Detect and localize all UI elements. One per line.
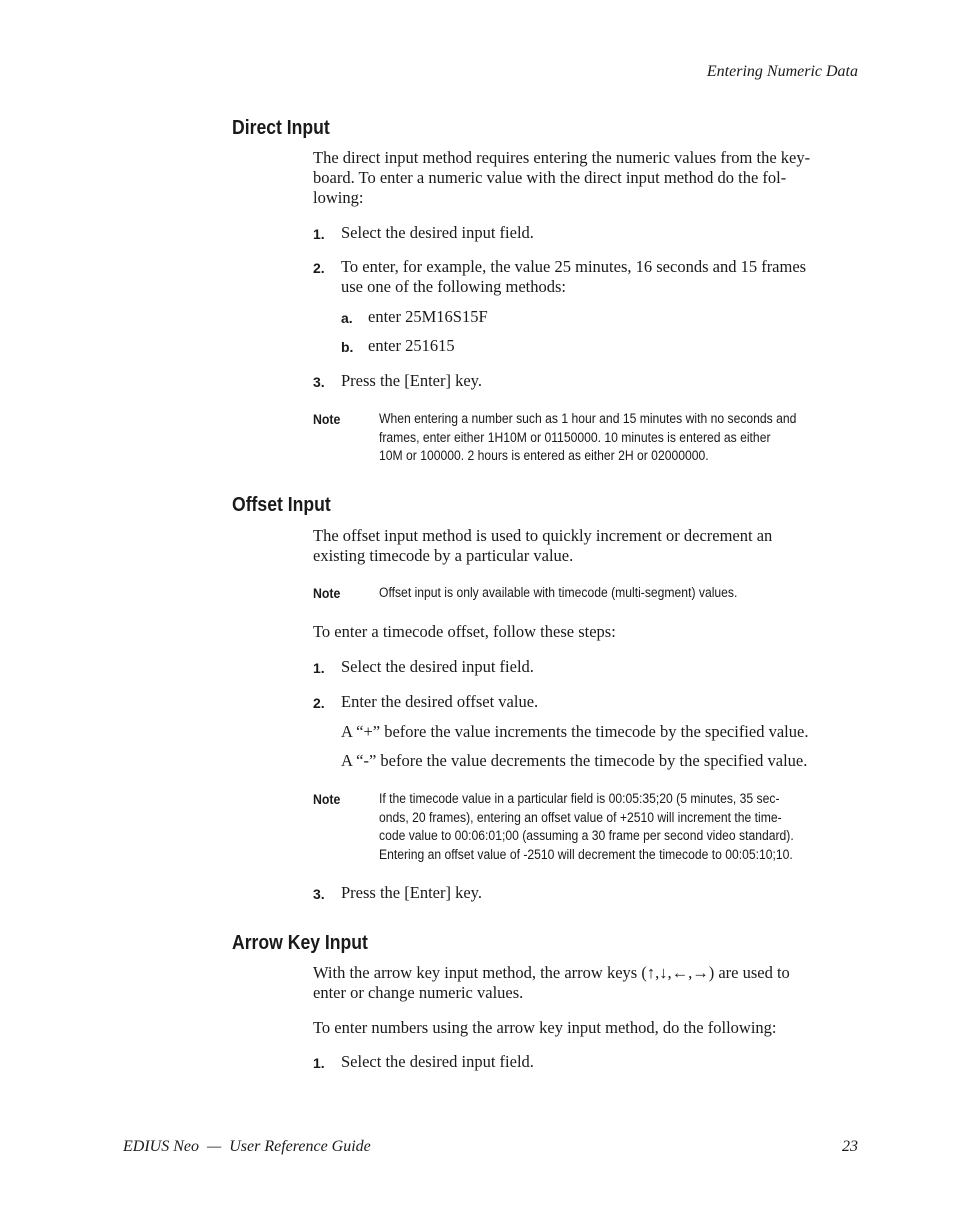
note-label: Note <box>313 585 341 601</box>
page-number: 23 <box>842 1138 858 1155</box>
substep-letter: a. <box>341 310 353 326</box>
note-line: frames, enter either 1H10M or 01150000. 10 minutes is entered as either <box>379 429 771 445</box>
heading-direct-input: Direct Input <box>232 117 330 139</box>
note-text <box>379 410 838 466</box>
running-header: Entering Numeric Data <box>706 63 858 80</box>
intro-line: lowing: <box>313 188 364 207</box>
step-number: 1. <box>313 226 325 242</box>
step-text: Press the [Enter] key. <box>341 883 482 902</box>
intro-line: With the arrow key input method, the arrow keys (↑,↓,←,→) are used to <box>313 963 790 982</box>
note-line: Entering an offset value of -2510 will decrement the timecode to 00:05:10;10. <box>379 846 793 862</box>
substep-text: enter 25M16S15F <box>368 307 488 326</box>
minus-explanation: A “-” before the value decrements the timecode by the specified value. <box>341 751 808 770</box>
step-text: Enter the desired offset value. <box>341 692 539 711</box>
intro-line: existing timecode by a particular value. <box>313 546 574 565</box>
arrow-key-intro <box>313 963 859 1003</box>
heading-offset-input: Offset Input <box>232 494 331 516</box>
note-line: When entering a number such as 1 hour and 15 minutes with no seconds and <box>379 411 797 426</box>
note-line: code value to 00:06:01;00 (assuming a 30 frame per second video standard). <box>379 828 794 843</box>
note-label: Note <box>313 411 341 427</box>
direct-input-intro <box>313 148 859 208</box>
substep-letter: b. <box>341 339 354 355</box>
step-number: 1. <box>313 660 325 676</box>
step-text: Select the desired input field. <box>341 1052 534 1071</box>
intro-line: enter or change numeric values. <box>313 983 524 1002</box>
step-text: Select the desired input field. <box>341 223 534 242</box>
step-number: 3. <box>313 374 325 390</box>
note-text: Offset input is only available with timecode (multi-segment) values. <box>379 585 738 600</box>
step-text <box>341 257 861 297</box>
note-line: onds, 20 frames), entering an offset value of +2510 will increment the time- <box>379 809 782 825</box>
step-text: Select the desired input field. <box>341 657 534 676</box>
step-line: To enter, for example, the value 25 minutes, 16 seconds and 15 frames <box>341 257 807 276</box>
intro-line: board. To enter a numeric value with the direct input method do the fol- <box>313 168 787 187</box>
note-label: Note <box>313 791 341 807</box>
arrow-key-lead: To enter numbers using the arrow key input method, do the following: <box>313 1018 777 1037</box>
plus-explanation: A “+” before the value increments the timecode by the specified value. <box>341 722 809 741</box>
offset-input-intro <box>313 526 859 566</box>
step-number: 2. <box>313 260 325 276</box>
step-number: 2. <box>313 695 325 711</box>
step-line: use one of the following methods: <box>341 277 567 296</box>
intro-line: The offset input method is used to quickly increment or decrement an <box>313 526 773 545</box>
offset-lead: To enter a timecode offset, follow these steps: <box>313 622 616 641</box>
step-text: Press the [Enter] key. <box>341 371 482 390</box>
note-text <box>379 790 838 864</box>
footer-title: EDIUS Neo — User Reference Guide <box>123 1138 371 1155</box>
note-line: 10M or 100000. 2 hours is entered as either 2H or 02000000. <box>379 448 709 463</box>
substep-text: enter 251615 <box>368 336 455 355</box>
note-line: If the timecode value in a particular field is 00:05:35;20 (5 minutes, 35 sec- <box>379 791 780 806</box>
step-number: 1. <box>313 1055 325 1071</box>
heading-arrow-key-input: Arrow Key Input <box>232 932 368 954</box>
step-number: 3. <box>313 886 325 902</box>
intro-line: The direct input method requires entering the numeric values from the key- <box>313 148 811 167</box>
